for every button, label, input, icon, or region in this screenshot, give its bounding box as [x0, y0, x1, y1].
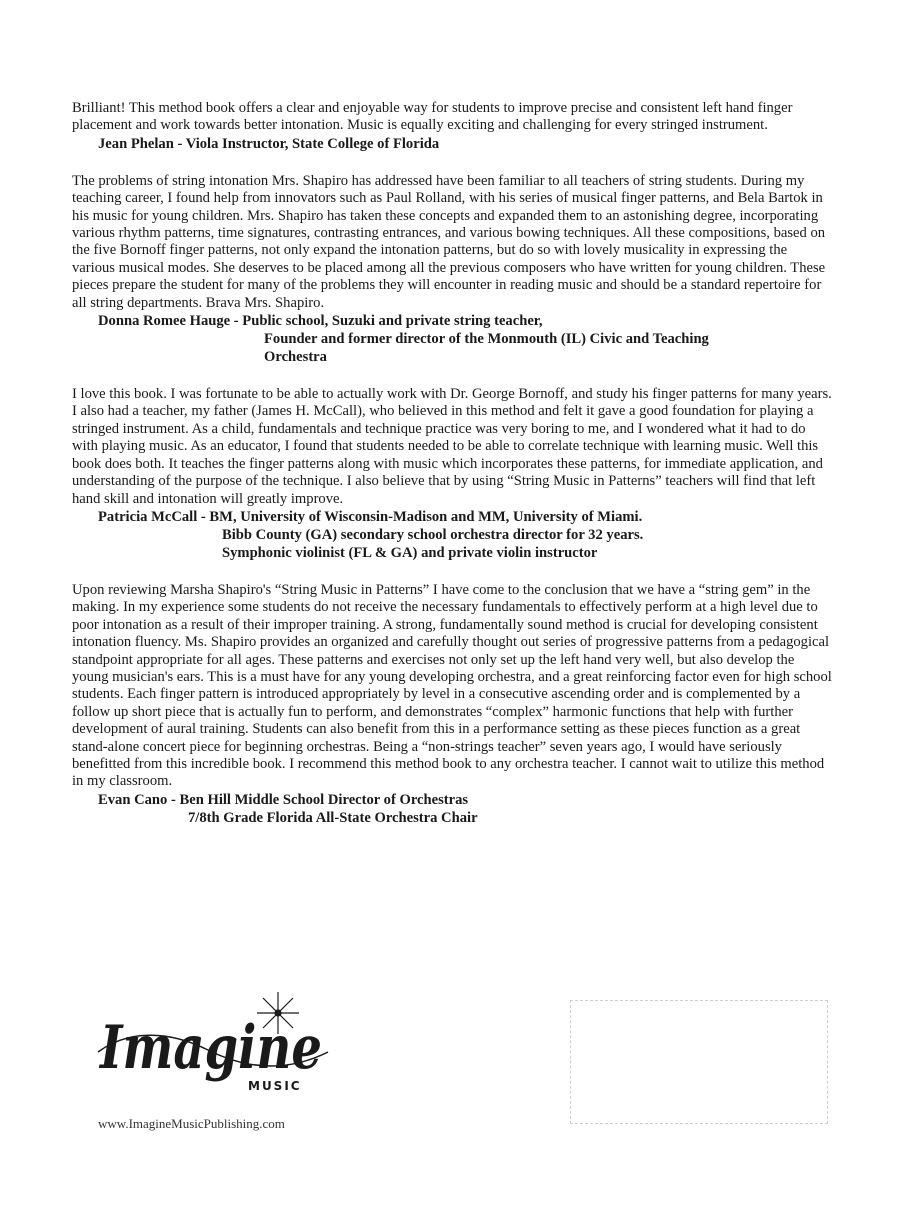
- attribution-line: Donna Romee Hauge - Public school, Suzuki and private string teacher,: [98, 313, 543, 330]
- testimonial-attribution: [72, 135, 832, 153]
- testimonial-mccall: [72, 386, 832, 562]
- logo-music-text: MUSIC: [248, 1079, 302, 1093]
- imagine-music-logo-graphic: [88, 990, 338, 1100]
- attribution-line: Symphonic violinist (FL & GA) and private violin instructor: [222, 544, 598, 561]
- testimonial-cano: [72, 582, 832, 827]
- testimonial-attribution: [72, 508, 832, 562]
- attribution-line: Founder and former director of the Monmouth (IL) Civic and Teaching: [264, 331, 709, 348]
- barcode-placeholder: [570, 1000, 828, 1124]
- testimonial-phelan: [72, 100, 832, 153]
- testimonials-section: [72, 100, 832, 847]
- attribution-line: Orchestra: [264, 349, 327, 366]
- testimonial-quote: Brilliant! This method book offers a clear and enjoyable way for students to improve precise and consistent left hand finger placement and work towards better intonation. Music is equally exciting and challenging for every stringed instrument.: [72, 100, 793, 134]
- testimonial-hauge: [72, 173, 832, 366]
- attribution-line: Bibb County (GA) secondary school orchestra director for 32 years.: [222, 526, 644, 543]
- imagine-music-logo: [88, 990, 338, 1100]
- attribution-line: Patricia McCall - BM, University of Wisconsin-Madison and MM, University of Miami.: [98, 508, 643, 525]
- testimonial-attribution: [72, 312, 832, 366]
- testimonial-quote: I love this book. I was fortunate to be able to actually work with Dr. George Bornoff, and study his finger patterns for many years. I also had a teacher, my father (James H. McCall), who believed in this method and felt it gave a good foundation for playing a stringed instrument. As a child, fundamentals and technique practice was very boring to me, and I wondered what it had to do with playing music. As an educator, I found that students needed to be able to correlate technique with learning music. Well this book does both. It teaches the finger patterns along with music which incorporates these patterns, for immediate application, and understanding of the purpose of the technique. I also believe that by using “String Music in Patterns” teachers will find that left hand skill and intonation will greatly improve.: [72, 386, 832, 507]
- footer: [0, 990, 900, 1150]
- attribution-line: 7/8th Grade Florida All-State Orchestra Chair: [188, 809, 478, 826]
- attribution-line: Evan Cano - Ben Hill Middle School Director of Orchestras: [98, 791, 469, 808]
- website-url: www.ImagineMusicPublishing.com: [98, 1116, 285, 1131]
- attribution-line: Jean Phelan - Viola Instructor, State College of Florida: [98, 135, 440, 152]
- testimonial-quote: Upon reviewing Marsha Shapiro's “String Music in Patterns” I have come to the conclusion that we have a “string gem” in the making. In my experience some students do not receive the necessary fundamentals to effectively perform at a high level due to poor intonation as a result of their improper training. A strong, fundamentally sound method is crucial for developing consistent intonation fluency. Ms. Shapiro provides an organized and carefully thought out series of progressive patterns from a pedagogical standpoint appropriate for all ages. These patterns and exercises not only set up the left hand very well, but also develop the young musician's ears. This is a must have for any young developing orchestra, and a great reinforcing factor even for high school students. Each finger pattern is introduced appropriately by level in a consecutive ascending order and is complemented by a follow up short piece that is actually fun to perform, and demonstrates “complex” harmonic functions that help with further development of aural training. Students can also benefit from this in a performance setting as these pieces function as a great stand-alone concert piece for beginning orchestras. Being a “non-strings teacher” seven years ago, I would have seriously benefitted from this incredible book. I recommend this method book to any orchestra teacher. I cannot wait to utilize this method in my classroom.: [72, 581, 832, 790]
- testimonial-attribution: [72, 791, 832, 827]
- logo-wordmark: Imagine: [98, 1013, 322, 1083]
- testimonial-quote: The problems of string intonation Mrs. Shapiro has addressed have been familiar to all teachers of string students. During my teaching career, I found help from innovators such as Paul Rolland, with his series of musical finger patterns, and Bela Bartok in his music for young children. Mrs. Shapiro has taken these concepts and expanded them to an astonishing degree, incorporating various rhythm patterns, time signatures, contrasting entrances, and various bowing techniques. All these compositions, based on the five Bornoff finger patterns, not only expand the intonation patterns, but do so with lovely musicality in expressing the various musical modes. She deserves to be placed among all the previous composers who have written for young children. These pieces prepare the student for many of the problems they will encounter in reading music and should be a standard repertoire for all string departments. Brava Mrs. Shapiro.: [72, 172, 826, 311]
